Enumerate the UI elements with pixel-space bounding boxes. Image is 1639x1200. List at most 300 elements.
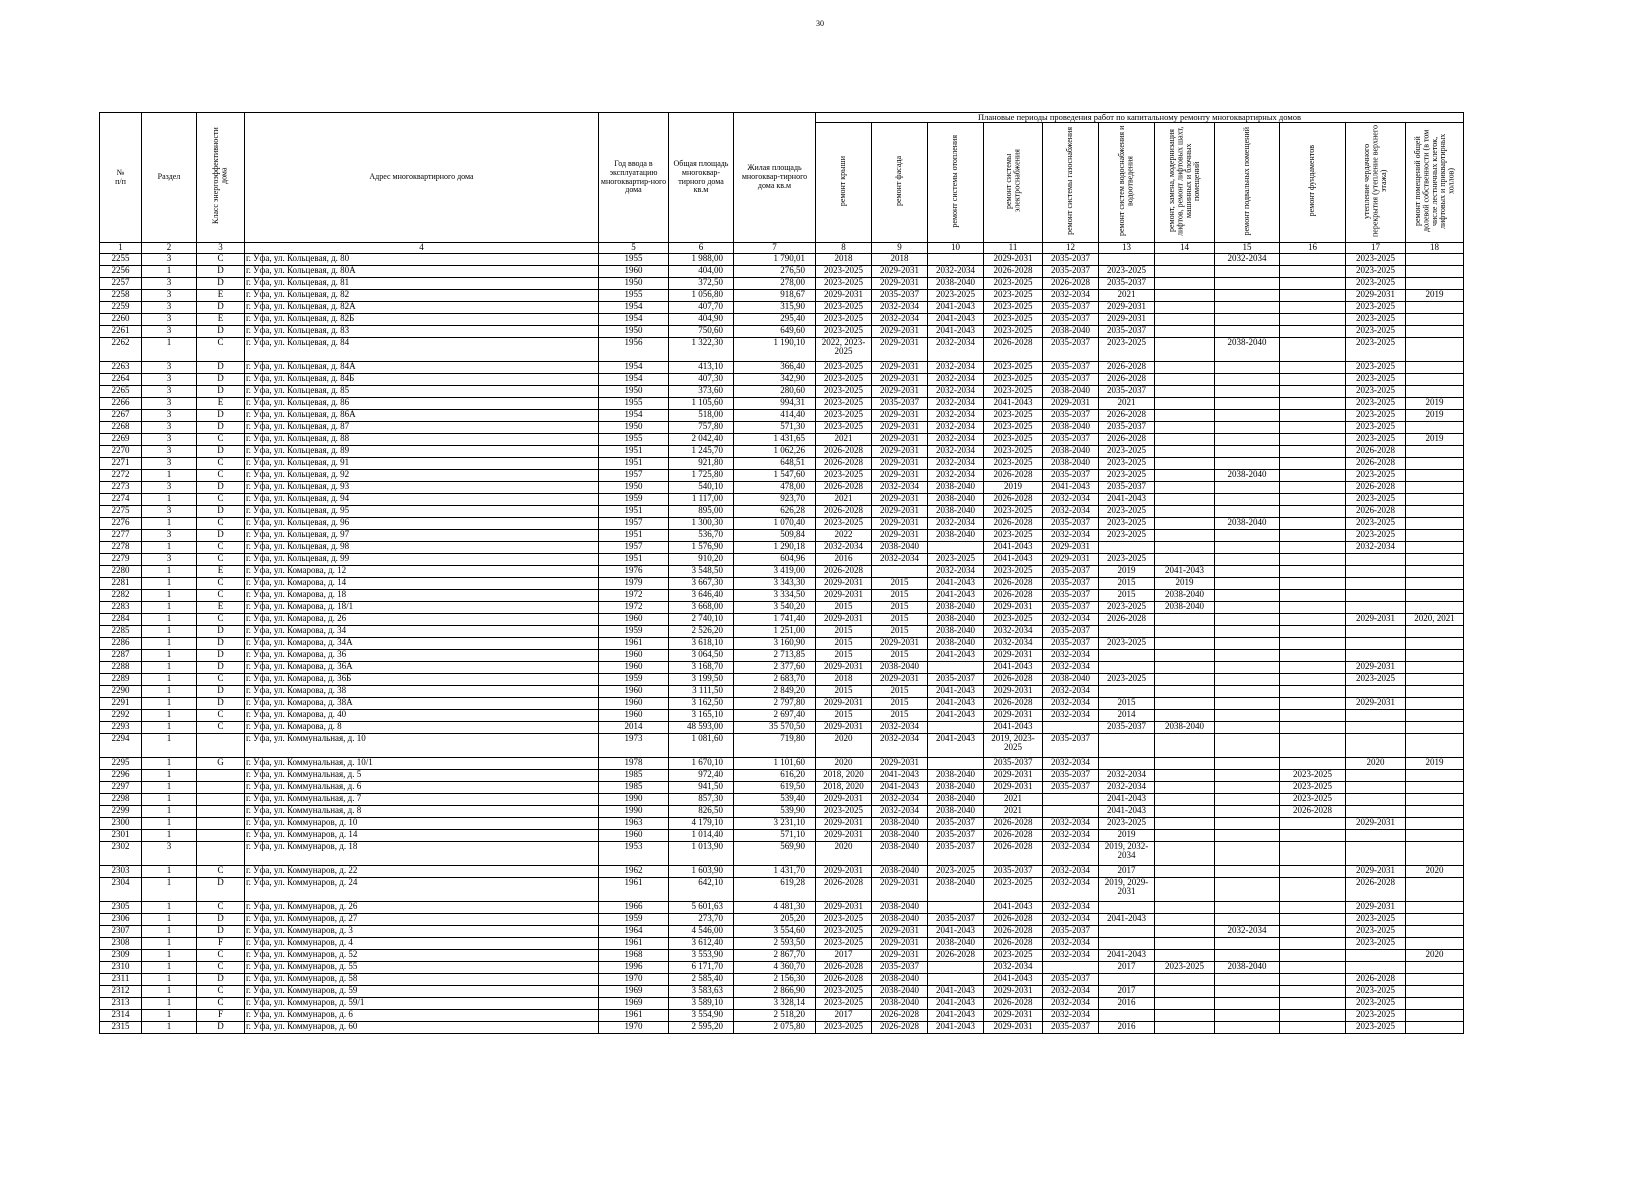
- cell-total-area: 404,00: [669, 266, 734, 278]
- cell-work-period: 2035-2037: [872, 290, 928, 302]
- cell-work-period: 2014: [1099, 710, 1155, 722]
- cell-year: 1960: [599, 662, 669, 674]
- cell-work-period: [1099, 902, 1155, 914]
- header-work-gas: ремонт системы газоснабжения: [1043, 123, 1099, 243]
- cell-work-period: 2032-2034: [928, 434, 984, 446]
- cell-living-area: 2 518,20: [734, 1010, 816, 1022]
- cell-work-period: 2032-2034: [928, 386, 984, 398]
- header-year: Год ввода в эксплуатацию многоквартир-ного дома: [599, 113, 669, 243]
- cell-number: 2269: [100, 434, 142, 446]
- cell-work-period: [1155, 914, 1215, 926]
- cell-work-period: 2029-2031: [984, 254, 1043, 266]
- cell-address: г. Уфа, ул. Комарова, д. 40: [245, 710, 599, 722]
- header-work-basement: ремонт подвальных помещений: [1215, 123, 1280, 243]
- cell-section: 1: [142, 782, 197, 794]
- cell-work-period: [1280, 686, 1346, 698]
- cell-work-period: 2032-2034: [1043, 914, 1099, 926]
- cell-year: 1963: [599, 818, 669, 830]
- cell-work-period: 2017: [1099, 962, 1155, 974]
- cell-work-period: [1155, 446, 1215, 458]
- cell-living-area: 276,50: [734, 266, 816, 278]
- cell-work-period: 2023-2025: [1346, 338, 1406, 362]
- cell-work-period: [1280, 434, 1346, 446]
- cell-work-period: [1155, 830, 1215, 842]
- cell-work-period: [1280, 266, 1346, 278]
- cell-work-period: [1155, 818, 1215, 830]
- cell-work-period: [1280, 674, 1346, 686]
- cell-work-period: [1099, 1010, 1155, 1022]
- cell-work-period: 2038-2040: [928, 770, 984, 782]
- cell-work-period: 2038-2040: [1043, 386, 1099, 398]
- cell-total-area: 536,70: [669, 530, 734, 542]
- cell-work-period: 2032-2034: [1043, 986, 1099, 998]
- cell-section: 3: [142, 326, 197, 338]
- cell-year: 1957: [599, 470, 669, 482]
- cell-work-period: 2035-2037: [984, 866, 1043, 878]
- header-section: Раздел: [142, 113, 197, 243]
- cell-work-period: 2023-2025: [1346, 674, 1406, 686]
- cell-work-period: 2032-2034: [1043, 698, 1099, 710]
- cell-work-period: 2023-2025: [816, 938, 872, 950]
- cell-work-period: 2041-2043: [928, 1010, 984, 1022]
- cell-year: 1960: [599, 614, 669, 626]
- cell-work-period: 2029-2031: [816, 818, 872, 830]
- cell-work-period: 2035-2037: [928, 914, 984, 926]
- cell-number: 2270: [100, 446, 142, 458]
- column-number: 10: [928, 243, 984, 254]
- cell-work-period: 2038-2040: [872, 986, 928, 998]
- cell-work-period: 2026-2028: [872, 1010, 928, 1022]
- cell-energy-class: D: [197, 686, 245, 698]
- cell-work-period: 2026-2028: [1099, 410, 1155, 422]
- cell-work-period: [1280, 626, 1346, 638]
- cell-work-period: [1406, 686, 1464, 698]
- cell-work-period: [1215, 902, 1280, 914]
- cell-total-area: 1 117,00: [669, 494, 734, 506]
- cell-work-period: [928, 758, 984, 770]
- cell-work-period: 2029-2031: [984, 602, 1043, 614]
- cell-work-period: [1215, 326, 1280, 338]
- cell-work-period: [1155, 710, 1215, 722]
- cell-number: 2283: [100, 602, 142, 614]
- cell-section: 1: [142, 950, 197, 962]
- repair-schedule-table: [99, 112, 1464, 1034]
- column-number-row: [100, 243, 1464, 254]
- cell-work-period: [1155, 650, 1215, 662]
- cell-year: 1964: [599, 926, 669, 938]
- cell-living-area: 1 290,18: [734, 542, 816, 554]
- cell-energy-class: F: [197, 938, 245, 950]
- cell-work-period: 2015: [872, 590, 928, 602]
- cell-work-period: 2029-2031: [1099, 302, 1155, 314]
- cell-total-area: 2 740,10: [669, 614, 734, 626]
- cell-work-period: 2026-2028: [984, 266, 1043, 278]
- cell-work-period: 2023-2025: [984, 374, 1043, 386]
- cell-living-area: 2 697,40: [734, 710, 816, 722]
- cell-work-period: 2029-2031: [1043, 554, 1099, 566]
- cell-work-period: [1155, 482, 1215, 494]
- cell-work-period: 2023-2025: [816, 926, 872, 938]
- cell-work-period: [1155, 986, 1215, 998]
- cell-work-period: 2023-2025: [1346, 398, 1406, 410]
- cell-year: 1951: [599, 506, 669, 518]
- cell-work-period: 2041-2043: [928, 734, 984, 758]
- cell-address: г. Уфа, ул. Кольцевая, д. 86А: [245, 410, 599, 422]
- cell-work-period: [1215, 794, 1280, 806]
- cell-work-period: [1215, 374, 1280, 386]
- cell-work-period: 2038-2040: [928, 530, 984, 542]
- cell-work-period: 2023-2025: [984, 302, 1043, 314]
- cell-work-period: 2032-2034: [1043, 614, 1099, 626]
- cell-work-period: [1346, 794, 1406, 806]
- cell-section: 1: [142, 602, 197, 614]
- cell-work-period: 2041-2043: [1099, 806, 1155, 818]
- cell-work-period: 2032-2034: [984, 626, 1043, 638]
- cell-work-period: 2026-2028: [1346, 506, 1406, 518]
- cell-work-period: [1406, 482, 1464, 494]
- cell-work-period: [1215, 506, 1280, 518]
- cell-year: 1951: [599, 446, 669, 458]
- cell-work-period: 2029-2031: [872, 362, 928, 374]
- cell-work-period: [1099, 686, 1155, 698]
- cell-address: г. Уфа, ул. Коммунаров, д. 59: [245, 986, 599, 998]
- cell-work-period: 2032-2034: [816, 542, 872, 554]
- cell-work-period: 2019: [984, 482, 1043, 494]
- cell-work-period: 2023-2025: [984, 614, 1043, 626]
- cell-work-period: 2032-2034: [1043, 506, 1099, 518]
- cell-work-period: [1215, 998, 1280, 1010]
- cell-work-period: [1280, 818, 1346, 830]
- cell-address: г. Уфа, ул. Кольцевая, д. 89: [245, 446, 599, 458]
- cell-living-area: 414,40: [734, 410, 816, 422]
- cell-section: 1: [142, 266, 197, 278]
- cell-number: 2293: [100, 722, 142, 734]
- cell-work-period: [1215, 818, 1280, 830]
- cell-work-period: [1346, 590, 1406, 602]
- cell-work-period: [1043, 722, 1099, 734]
- cell-work-period: 2035-2037: [1043, 566, 1099, 578]
- cell-energy-class: D: [197, 638, 245, 650]
- cell-section: 3: [142, 554, 197, 566]
- cell-living-area: 571,30: [734, 422, 816, 434]
- cell-work-period: [1215, 446, 1280, 458]
- cell-section: 1: [142, 986, 197, 998]
- cell-address: г. Уфа, ул. Комарова, д. 34: [245, 626, 599, 638]
- cell-work-period: 2019, 2023-2025: [984, 734, 1043, 758]
- cell-work-period: 2019: [1155, 578, 1215, 590]
- cell-work-period: 2041-2043: [1155, 566, 1215, 578]
- cell-work-period: [1406, 506, 1464, 518]
- cell-work-period: [1280, 290, 1346, 302]
- cell-energy-class: D: [197, 482, 245, 494]
- cell-total-area: 3 618,10: [669, 638, 734, 650]
- cell-year: 1960: [599, 698, 669, 710]
- cell-work-period: [1215, 590, 1280, 602]
- cell-work-period: 2038-2040: [928, 638, 984, 650]
- cell-work-period: [1215, 542, 1280, 554]
- cell-year: 1957: [599, 542, 669, 554]
- cell-work-period: [1406, 530, 1464, 542]
- cell-living-area: 1 741,40: [734, 614, 816, 626]
- cell-work-period: [1155, 662, 1215, 674]
- cell-work-period: 2035-2037: [1099, 386, 1155, 398]
- cell-work-period: [1346, 806, 1406, 818]
- cell-year: 1959: [599, 626, 669, 638]
- header-work-elevators: ремонт, замена, модернизация лифтов, ремонт лифтовых шахт, машинных и блочных помещений: [1155, 123, 1215, 243]
- cell-work-period: 2023-2025: [1346, 386, 1406, 398]
- cell-work-period: 2023-2025: [928, 290, 984, 302]
- cell-work-period: 2029-2031: [816, 902, 872, 914]
- cell-energy-class: D: [197, 1022, 245, 1034]
- header-total-area: Общая площадь многоквар-тирного дома кв.м: [669, 113, 734, 243]
- cell-work-period: [1280, 1022, 1346, 1034]
- cell-work-period: 2023-2025: [1099, 602, 1155, 614]
- cell-work-period: 2029-2031: [1043, 398, 1099, 410]
- cell-work-period: 2035-2037: [1043, 1022, 1099, 1034]
- cell-work-period: 2038-2040: [872, 842, 928, 866]
- cell-total-area: 3 583,63: [669, 986, 734, 998]
- cell-total-area: 273,70: [669, 914, 734, 926]
- cell-work-period: [1215, 410, 1280, 422]
- cell-work-period: 2023-2025: [984, 326, 1043, 338]
- cell-work-period: [1155, 338, 1215, 362]
- cell-address: г. Уфа, ул. Коммунаров, д. 22: [245, 866, 599, 878]
- cell-work-period: 2041-2043: [928, 314, 984, 326]
- cell-work-period: [1215, 662, 1280, 674]
- column-number: 3: [197, 243, 245, 254]
- cell-address: г. Уфа, ул. Кольцевая, д. 98: [245, 542, 599, 554]
- cell-number: 2309: [100, 950, 142, 962]
- cell-work-period: 2026-2028: [984, 518, 1043, 530]
- cell-year: 1959: [599, 674, 669, 686]
- cell-work-period: [1280, 602, 1346, 614]
- cell-section: 1: [142, 830, 197, 842]
- cell-work-period: [1280, 410, 1346, 422]
- cell-section: 1: [142, 866, 197, 878]
- cell-number: 2299: [100, 806, 142, 818]
- cell-work-period: 2032-2034: [1215, 926, 1280, 938]
- cell-work-period: [1280, 662, 1346, 674]
- cell-work-period: [1406, 326, 1464, 338]
- cell-work-period: [1406, 638, 1464, 650]
- cell-work-period: [1280, 926, 1346, 938]
- cell-work-period: 2017: [1099, 866, 1155, 878]
- cell-work-period: 2029-2031: [816, 614, 872, 626]
- cell-work-period: 2026-2028: [984, 470, 1043, 482]
- cell-work-period: 2023-2025: [816, 518, 872, 530]
- cell-work-period: [1406, 998, 1464, 1010]
- table-row: [100, 542, 1464, 554]
- cell-work-period: [1346, 770, 1406, 782]
- cell-living-area: 3 328,14: [734, 998, 816, 1010]
- cell-work-period: 2026-2028: [872, 1022, 928, 1034]
- cell-work-period: [1406, 818, 1464, 830]
- cell-work-period: [1280, 566, 1346, 578]
- cell-work-period: 2041-2043: [928, 590, 984, 602]
- cell-living-area: 539,90: [734, 806, 816, 818]
- cell-work-period: 2026-2028: [1346, 482, 1406, 494]
- cell-work-period: [1155, 974, 1215, 986]
- cell-work-period: [1280, 506, 1346, 518]
- cell-section: 3: [142, 530, 197, 542]
- cell-work-period: [1280, 374, 1346, 386]
- cell-work-period: [928, 974, 984, 986]
- cell-work-period: 2032-2034: [928, 422, 984, 434]
- cell-total-area: 4 179,10: [669, 818, 734, 830]
- cell-energy-class: [197, 794, 245, 806]
- cell-work-period: 2035-2037: [1043, 266, 1099, 278]
- cell-energy-class: D: [197, 698, 245, 710]
- column-number: 6: [669, 243, 734, 254]
- cell-living-area: 2 156,30: [734, 974, 816, 986]
- cell-work-period: 2021: [1099, 398, 1155, 410]
- cell-work-period: 2029-2031: [1346, 290, 1406, 302]
- table-row: [100, 998, 1464, 1010]
- cell-number: 2255: [100, 254, 142, 266]
- table-row: [100, 698, 1464, 710]
- cell-work-period: 2032-2034: [1043, 1010, 1099, 1022]
- cell-work-period: [1155, 902, 1215, 914]
- cell-address: г. Уфа, ул. Коммунаров, д. 10: [245, 818, 599, 830]
- cell-work-period: [1406, 938, 1464, 950]
- cell-work-period: 2035-2037: [1043, 590, 1099, 602]
- cell-work-period: 2021: [1099, 290, 1155, 302]
- cell-work-period: [1406, 1010, 1464, 1022]
- cell-work-period: 2029-2031: [1346, 614, 1406, 626]
- cell-living-area: 315,90: [734, 302, 816, 314]
- cell-work-period: [1280, 974, 1346, 986]
- table-row: [100, 710, 1464, 722]
- cell-section: 1: [142, 794, 197, 806]
- cell-work-period: 2023-2025: [928, 554, 984, 566]
- cell-work-period: 2038-2040: [1043, 422, 1099, 434]
- cell-work-period: [1099, 662, 1155, 674]
- cell-work-period: 2019: [1406, 410, 1464, 422]
- cell-work-period: [1215, 530, 1280, 542]
- cell-number: 2262: [100, 338, 142, 362]
- cell-work-period: [1155, 614, 1215, 626]
- cell-address: г. Уфа, ул. Комарова, д. 36А: [245, 662, 599, 674]
- cell-total-area: 3 589,10: [669, 998, 734, 1010]
- cell-address: г. Уфа, ул. Комарова, д. 14: [245, 578, 599, 590]
- cell-total-area: 3 668,00: [669, 602, 734, 614]
- cell-energy-class: C: [197, 458, 245, 470]
- cell-number: 2256: [100, 266, 142, 278]
- page-number: 30: [816, 19, 824, 28]
- cell-address: г. Уфа, ул. Коммунаров, д. 27: [245, 914, 599, 926]
- cell-work-period: 2029-2031: [816, 722, 872, 734]
- cell-work-period: [1215, 494, 1280, 506]
- cell-year: 1950: [599, 278, 669, 290]
- cell-work-period: 2026-2028: [1346, 878, 1406, 902]
- cell-work-period: 2041-2043: [984, 554, 1043, 566]
- cell-work-period: 2029-2031: [872, 446, 928, 458]
- cell-work-period: [1406, 794, 1464, 806]
- cell-section: 3: [142, 446, 197, 458]
- cell-total-area: 540,10: [669, 482, 734, 494]
- cell-section: 1: [142, 674, 197, 686]
- cell-section: 3: [142, 458, 197, 470]
- cell-address: г. Уфа, ул. Комарова, д. 26: [245, 614, 599, 626]
- cell-work-period: [1406, 650, 1464, 662]
- cell-total-area: 1 081,60: [669, 734, 734, 758]
- cell-work-period: [1215, 314, 1280, 326]
- cell-work-period: [1280, 950, 1346, 962]
- cell-work-period: 2035-2037: [1043, 926, 1099, 938]
- table-row: [100, 398, 1464, 410]
- cell-work-period: 2019: [1099, 830, 1155, 842]
- cell-work-period: 2023-2025: [1280, 794, 1346, 806]
- cell-work-period: 2035-2037: [1043, 626, 1099, 638]
- table-row: [100, 422, 1464, 434]
- cell-address: г. Уфа, ул. Комарова, д. 36: [245, 650, 599, 662]
- cell-work-period: 2023-2025: [816, 326, 872, 338]
- cell-work-period: [1406, 674, 1464, 686]
- cell-total-area: 1 725,80: [669, 470, 734, 482]
- cell-address: г. Уфа, ул. Кольцевая, д. 84Б: [245, 374, 599, 386]
- cell-work-period: [1155, 1022, 1215, 1034]
- cell-work-period: 2023-2025: [1346, 374, 1406, 386]
- table-row: [100, 986, 1464, 998]
- cell-work-period: [1215, 710, 1280, 722]
- cell-work-period: 2029-2031: [984, 1010, 1043, 1022]
- cell-number: 2285: [100, 626, 142, 638]
- cell-living-area: 994,31: [734, 398, 816, 410]
- cell-work-period: [1155, 806, 1215, 818]
- cell-year: 1970: [599, 1022, 669, 1034]
- cell-work-period: 2016: [1099, 998, 1155, 1010]
- cell-work-period: 2029-2031: [872, 530, 928, 542]
- cell-living-area: 1 101,60: [734, 758, 816, 770]
- cell-energy-class: C: [197, 674, 245, 686]
- header-work-foundation: ремонт фундаментов: [1280, 123, 1346, 243]
- cell-work-period: 2023-2025: [1099, 458, 1155, 470]
- table-row: [100, 602, 1464, 614]
- cell-total-area: 518,00: [669, 410, 734, 422]
- cell-number: 2280: [100, 566, 142, 578]
- cell-work-period: [1215, 758, 1280, 770]
- cell-total-area: 372,50: [669, 278, 734, 290]
- cell-work-period: 2035-2037: [928, 674, 984, 686]
- cell-year: 1954: [599, 362, 669, 374]
- cell-work-period: [1280, 326, 1346, 338]
- cell-address: г. Уфа, ул. Коммунаров, д. 14: [245, 830, 599, 842]
- cell-work-period: [1280, 842, 1346, 866]
- cell-energy-class: E: [197, 314, 245, 326]
- header-living-area: Жилая площадь многоквар-тирного дома кв.м: [734, 113, 816, 243]
- cell-work-period: [1406, 566, 1464, 578]
- cell-work-period: 2020: [816, 758, 872, 770]
- column-number: 12: [1043, 243, 1099, 254]
- cell-work-period: 2029-2031: [872, 938, 928, 950]
- table-header: [100, 113, 1464, 254]
- cell-work-period: [1099, 974, 1155, 986]
- cell-number: 2276: [100, 518, 142, 530]
- cell-work-period: 2041-2043: [928, 650, 984, 662]
- cell-work-period: 2023-2025: [984, 290, 1043, 302]
- table-row: [100, 734, 1464, 758]
- cell-living-area: 1 251,00: [734, 626, 816, 638]
- cell-work-period: 2041-2043: [984, 722, 1043, 734]
- cell-year: 1954: [599, 374, 669, 386]
- cell-section: 3: [142, 434, 197, 446]
- cell-work-period: 2019: [1406, 758, 1464, 770]
- cell-work-period: 2029-2031: [872, 386, 928, 398]
- cell-work-period: 2026-2028: [816, 446, 872, 458]
- cell-total-area: 2 526,20: [669, 626, 734, 638]
- cell-work-period: 2032-2034: [928, 374, 984, 386]
- cell-work-period: 2023-2025: [1346, 410, 1406, 422]
